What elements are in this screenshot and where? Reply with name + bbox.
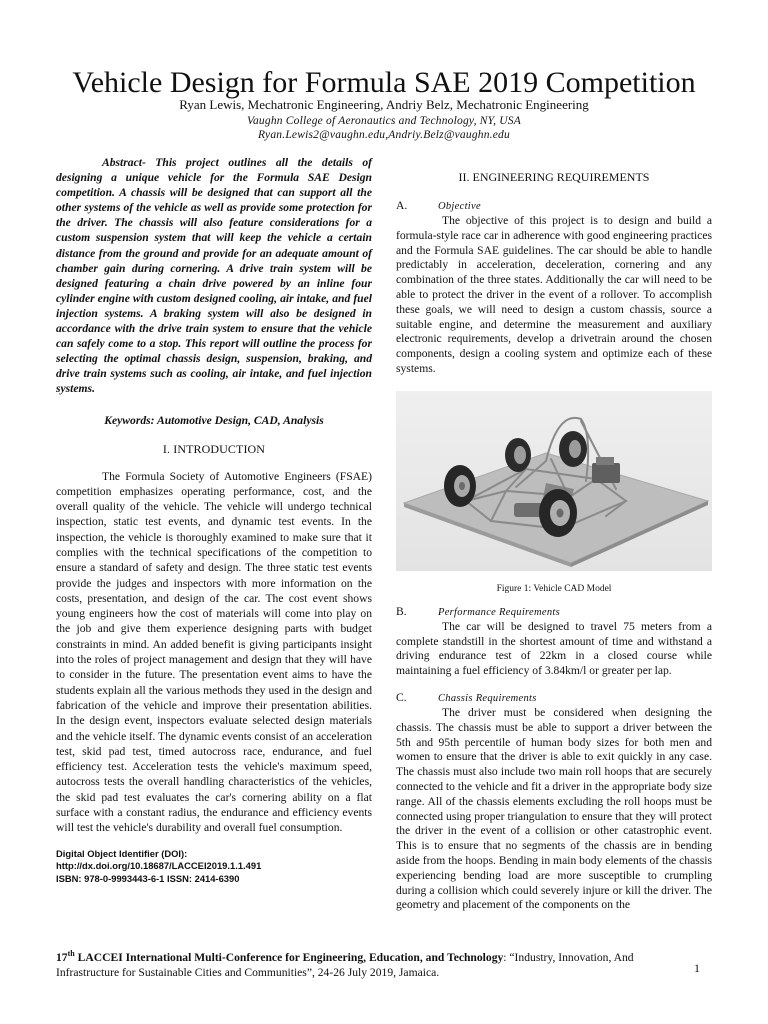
author-line: Ryan Lewis, Mechatronic Engineering, Andriy Belz, Mechatronic Engineering — [179, 97, 589, 112]
isbn-issn: ISBN: 978-0-9993443-6-1 ISSN: 2414-6390 — [56, 872, 240, 884]
paper-title: Vehicle Design for Formula SAE 2019 Competition — [72, 66, 696, 99]
doi-url[interactable]: http://dx.doi.org/10.18687/LACCEI2019.1.1.491 — [56, 860, 262, 872]
engineering-requirements-heading: II. ENGINEERING REQUIREMENTS — [458, 170, 650, 184]
conference-footer — [56, 946, 712, 980]
vehicle-cad-illustration — [396, 391, 712, 571]
page-number: 1 — [694, 961, 700, 975]
rear-left-wheel — [505, 438, 531, 472]
chassis-requirements-text: The driver must be considered when designing the chassis. The chassis must be able to support a driver between the 5th and 95th percentile of human body sizes for both men and women to ensure that the driver is able to exit quickly in any case. The chassis must also include two main roll hoops that are securely connected to the vehicle and fit a driver in the appropriate body size range. All of the chassis elements excluding the roll hoops must be connected using proper triangulation to ensure that they will protect the driver in the event of a collision or other catastrophic event. This is to ensure that no segments of the chassis are in bending aside from the hoops. Bending in main body elements of the chassis experiencing bending load are more susceptible to crumpling during a collision which could severely injure or kill the driver. The geometry and placement of the components on the — [396, 705, 712, 912]
subsection-a-letter: A. — [396, 199, 408, 212]
doi-label: Digital Object Identifier (DOI): — [56, 847, 188, 859]
subsection-a-title: Objective — [438, 201, 481, 212]
subsection-c-heading — [396, 691, 712, 706]
keywords: Keywords: Automotive Design, CAD, Analysis — [104, 413, 324, 427]
subsection-b-heading — [396, 605, 712, 620]
abstract: Abstract- This project outlines all the details of designing a unique vehicle for the Formula SAE Design competition. A chassis will be designed that can support all the other systems of the vehicle as well as provide some protection for the driver. The chassis will also feature considerations for a custom suspension system that will keep the vehicle a certain distance from the ground and provide for an adequate amount of chamber gain during cornering. A drive train system will be designed featuring a chain drive powered by an inline four cylinder engine with custom designed cooling, air intake, and fuel injection systems. A braking system will also be designed in accordance with the drive train system to ensure that the vehicle can safely come to a stop. This report will outline the process for selecting the optimal chassis design, suspension, braking, and drive train systems such as cooling, air intake, and fuel injection systems. — [56, 156, 372, 396]
rear-right-wheel — [559, 431, 587, 467]
introduction-text: The Formula Society of Automotive Engineers (FSAE) competition emphasizes operating performance, cost, and the overall quality of the vehicle. The vehicle will undergo technical inspection, static test events, and dynamic test events. In the inspection, the vehicle is thoroughly examined to make sure that it complies with the technical specifications of the competition to ensure a standard of safety and design. The three static test events provide the judges and inspectors with more information on the costs, presentation, and design of the car. The cost event shows young engineers how the cost of materials will come into play on the job and give them experience designing parts with budget constraints in mind. An added benefit is giving participants insight into the roles of project management and design that they will have to consider in the future. The presentation event aims to have the students explain all the various methods they used in the design and fabrication of the vehicle and improve their presentation abilities. In the design event, inspectors evaluate selected design materials and the vehicle itself. The dynamic events consist of an acceleration test, skid pad test, timed autocross race, endurance, and fuel efficiency test. Acceleration tests the vehicle's maximum speed, autocross tests the overall handling characteristics of the vehicles, the skid pad test evaluates the car's cornering ability on a flat surface with a constant radius, the endurance and efficiency events will test the vehicle's durability and overall fuel consumption. — [56, 469, 372, 835]
conference-number: 17 — [56, 950, 68, 964]
front-right-wheel — [539, 489, 577, 537]
performance-requirements-text: The car will be designed to travel 75 meters from a complete standstill in the shortest amount of time and withstand a driving endurance test of 22km in a closed course while maintaining a fuel efficiency of 3.84km/l or greater per lap. — [396, 619, 712, 678]
subsection-b-letter: B. — [396, 604, 407, 618]
conference-theme-start: : “Industry, Innovation, And — [503, 950, 634, 964]
affiliation-line: Vaughn College of Aeronautics and Technology, NY, USA — [247, 115, 521, 127]
subsection-b-title: Performance Requirements — [438, 606, 560, 618]
objective-text: The objective of this project is to design and build a formula-style race car in adherence with good engineering practices and the Formula SAE guidelines. The car should be able to handle predictably in acceleration, deceleration, cornering and any combination of the three states. Additionally the car will need to be able to protect the driver in the event of a rollover. To accomplish these goals, we will need to design a custom chassis, source a suitable engine, and determine the measurement and auxiliary electronic requirements, develop a drivetrain around the chosen components, design a cooling system and optimize each of these systems. — [396, 214, 712, 375]
left-column — [56, 155, 372, 885]
conference-number-suffix: th — [67, 949, 75, 958]
figure-caption: Figure 1: Vehicle CAD Model — [496, 583, 612, 594]
email-line: Ryan.Lewis2@vaughn.edu,Andriy.Belz@vaughn.edu — [258, 129, 510, 141]
introduction-heading: I. INTRODUCTION — [162, 441, 266, 456]
subsection-c-title: Chassis Requirements — [438, 692, 537, 704]
conference-name: LACCEI International Multi-Conference for Engineering, Education, and Technology — [74, 950, 504, 964]
front-left-wheel — [444, 465, 476, 507]
right-column — [396, 170, 712, 913]
subsection-c-letter: C. — [396, 690, 407, 704]
doi-block — [56, 848, 372, 886]
footer-line-1 — [56, 946, 712, 965]
subsection-a-heading — [396, 199, 712, 214]
vehicle-cad-figure — [396, 391, 712, 571]
footer-line-2: Infrastructure for Sustainable Cities and Communities”, 24-26 July 2019, Jamaica. — [56, 965, 440, 979]
